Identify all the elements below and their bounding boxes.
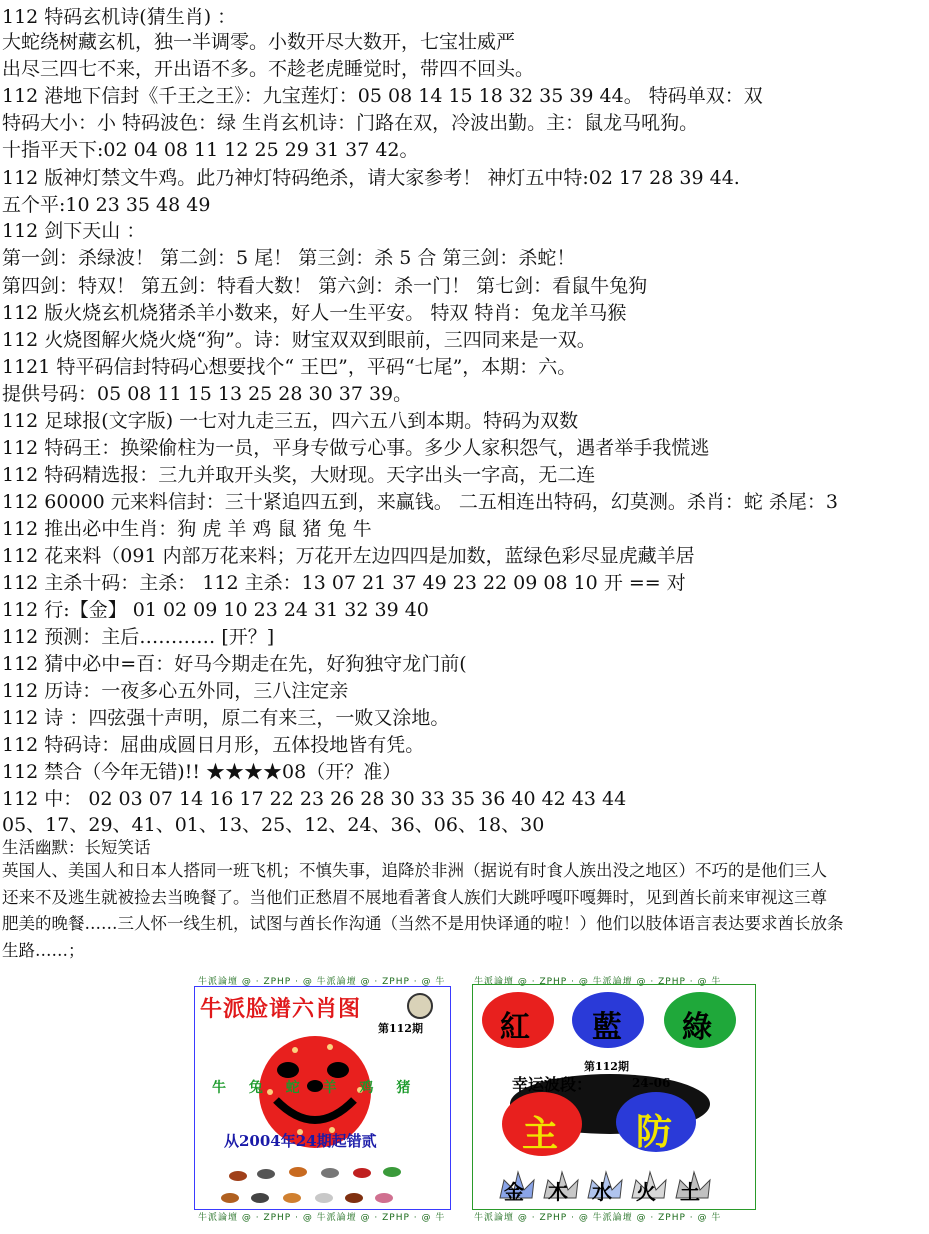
element-metal: 金: [504, 1180, 524, 1204]
text-line: 特码大小：小 特码波色：绿 生肖玄机诗：门路在双，冷波出勤。主：鼠龙马吼狗。: [2, 112, 699, 134]
watermark-top: 牛派論壇 @ · ZPHP · @ 牛派論壇 @ · ZPHP · @ 牛: [474, 977, 722, 987]
text-line: 112 推出必中生肖：狗 虎 羊 鸡 鼠 猪 兔 牛: [2, 518, 372, 540]
text-line: 112 60000 元来料信封：三十紧追四五到，来赢钱。 二五相连出特码，幻莫测。杀肖：蛇 杀尾：3: [2, 491, 838, 513]
right-eye: [327, 1062, 349, 1078]
paragraph-line: 还来不及逃生就被捡去当晚餐了。当他们正愁眉不展地看著食人族们大跳呼嘎吓嘎舞时，见到酋长前来审视这三尊: [2, 887, 827, 907]
text-line: 112 猜中必中=百：好马今期走在先，好狗独守龙门前(: [2, 653, 467, 675]
text-line: 第一剑：杀绿波！ 第二剑：5 尾！ 第三剑：杀 5 合 第三剑：杀蛇！: [2, 247, 576, 269]
main-char: 主: [522, 1113, 559, 1155]
face-dot: [292, 1047, 298, 1053]
text-line: 112 历诗：一夜多心五外同，三八注定亲: [2, 680, 349, 702]
text-line: 大蛇绕树藏玄机，独一半调零。小数开尽大数开，七宝壮威严: [2, 31, 516, 53]
green-char: 綠: [682, 1010, 712, 1045]
text-line: 十指平天下:02 04 08 11 12 25 29 31 37 42。: [2, 139, 419, 161]
text-line: 第四剑：特双！ 第五剑：特看大数！ 第六剑：杀一门！ 第七剑：看鼠牛兔狗: [2, 275, 648, 297]
issue-label: 第112期: [584, 1060, 629, 1073]
animal-icons: [221, 1167, 401, 1203]
animal-labels: 牛 兔 蛇 羊 鸡 猪: [212, 1080, 414, 1096]
text-line: 五个平:10 23 35 48 49: [2, 194, 211, 216]
text-line: 出尽三四七不来，开出语不多。不趁老虎睡觉时，带四不回头。: [2, 58, 535, 80]
watermark-top: 牛派論壇 @ · ZPHP · @ 牛派論壇 @ · ZPHP · @ 牛: [198, 977, 446, 987]
left-eye: [277, 1062, 299, 1078]
element-wood: 木: [548, 1180, 568, 1204]
blue-char: 藍: [592, 1010, 622, 1045]
text-line: 112 版火烧玄机烧猪杀羊小数来，好人一生平安。 特双 特肖：兔龙羊马猴: [2, 302, 627, 324]
paragraph-line: 英国人、美国人和日本人搭同一班飞机；不慎失事，追降於非洲（据说有时食人族出没之地区）不巧的是他们三人: [2, 861, 827, 880]
text-line: 112 特码精选报：三九并取开头奖，大财现。天字出头一字高，无二连: [2, 464, 596, 486]
paragraph-line: 肥美的晚餐……三人怀一线生机，试图与酋长作沟通（当然不是用快译通的啦！）他们以肢体语言表达要求酋长放条: [2, 914, 844, 933]
element-water: 水: [592, 1180, 612, 1204]
watermark-bottom: 牛派論壇 @ · ZPHP · @ 牛派論壇 @ · ZPHP · @ 牛: [474, 1213, 722, 1223]
lucky-value: 24-06: [632, 1076, 671, 1090]
element-fire: 火: [636, 1180, 656, 1204]
face-dot: [327, 1044, 333, 1050]
watermark-bottom: 牛派論壇 @ · ZPHP · @ 牛派論壇 @ · ZPHP · @ 牛: [198, 1213, 446, 1223]
text-line: 112 足球报(文字版) 一七对九走三五，四六五八到本期。特码为双数: [2, 410, 579, 432]
text-line: 112 禁合（今年无错)!! ★★★★08（开？准）: [2, 761, 402, 783]
element-earth: 土: [680, 1180, 700, 1204]
wave-chart-image: [460, 972, 778, 1222]
text-line: 112 诗 ：四弦强十声明，原二有来三，一败又涂地。: [2, 707, 450, 729]
text-line: 112 行:【金】 01 02 09 10 23 24 31 32 39 40: [2, 599, 429, 621]
issue-label: 第112期: [378, 1022, 423, 1035]
text-line: 112 中： 02 03 07 14 16 17 22 23 26 28 30 33 35 36 40 42 43 44: [2, 788, 627, 810]
text-line: 112 特码王：换梁偷柱为一员，平身专做亏心事。多少人家积怨气，遇者举手我慌逃: [2, 437, 710, 459]
text-line: 05、17、29、41、01、13、25、12、24、36、06、18、30: [2, 814, 545, 836]
text-line: 112 特码诗：屈曲成圆日月形，五体投地皆有凭。: [2, 734, 425, 756]
text-line: 112 特码玄机诗(猜生肖) ：: [2, 6, 237, 28]
lucky-label: 幸运波段：: [512, 1075, 593, 1094]
text-line: 112 版神灯禁文牛鸡。此乃神灯特码绝杀，请大家参考！ 神灯五中特:02 17 28 39 44.: [2, 167, 740, 189]
text-line: 1121 特平码信封特码心想要找个“ 王巴”，平码“七尾”，本期：六。: [2, 356, 577, 378]
face-chart-image: [180, 972, 465, 1222]
face-drawing: [180, 972, 465, 1222]
text-line: 112 剑下天山 ：: [2, 220, 146, 242]
text-line: 112 火烧图解火烧火烧“狗”。诗：财宝双双到眼前，三四同来是一双。: [2, 329, 596, 351]
red-char: 紅: [500, 1010, 530, 1045]
text-line: 生活幽默：长短笑话: [2, 838, 151, 857]
paragraph-line: 生路……；: [2, 940, 85, 960]
text-line: 112 港地下信封《千王之王》：九宝莲灯：05 08 14 15 18 32 35 39 44。 特码单双：双: [2, 85, 763, 107]
clock-icon: [408, 994, 432, 1018]
face-chart-caption: 从2004年24期起错贰: [224, 1132, 377, 1150]
text-line: 112 主杀十码：主杀： 112 主杀：13 07 21 37 49 23 22 09 08 10 开 == 对: [2, 572, 686, 594]
text-line: 提供号码：05 08 11 15 13 25 28 30 37 39。: [2, 383, 413, 405]
face-chart-title: 牛派脸谱六肖图: [200, 996, 362, 1022]
defend-char: 防: [636, 1111, 673, 1153]
text-line: 112 花来料（091 内部万花来料；万花开左边四四是加数，蓝绿色彩尽显虎藏羊居: [2, 545, 695, 567]
joke-paragraph: [2, 858, 927, 964]
text-line: 112 预测：主后………… [开？]: [2, 626, 275, 648]
